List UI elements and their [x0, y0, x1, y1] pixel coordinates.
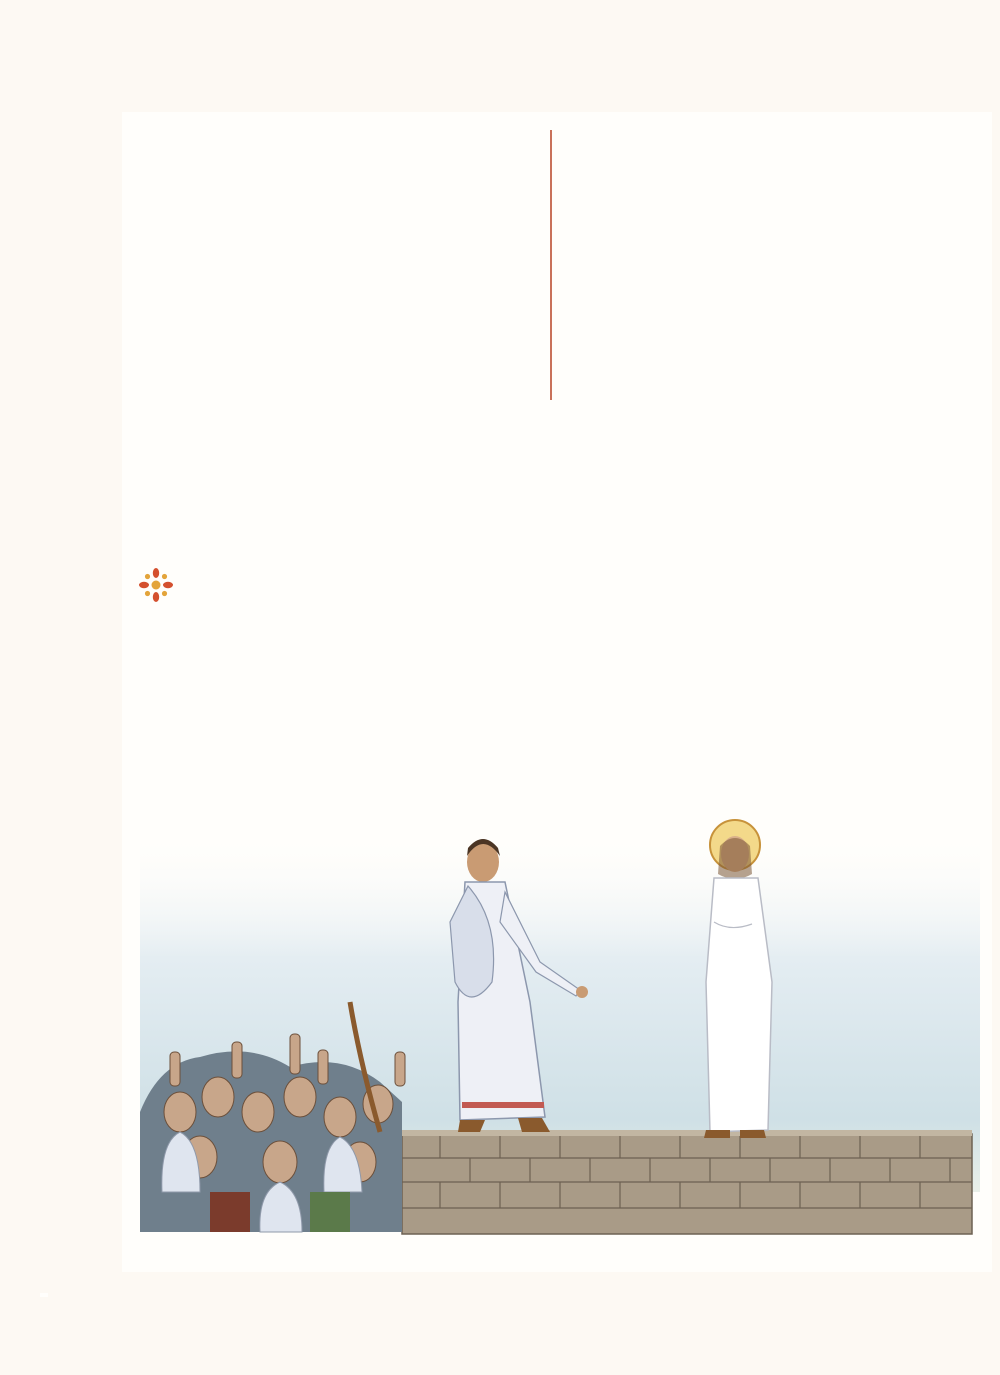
ornament-border-top: [0, 0, 1000, 112]
illustration-pilate-and-crowd: [140, 812, 980, 1242]
stone-wall: [402, 1130, 972, 1234]
page-number: [40, 1293, 48, 1297]
rosette-icon: [138, 567, 174, 607]
ornament-border-left: [0, 112, 122, 1272]
ornament-border-right: [992, 112, 1000, 1272]
column-divider: [550, 130, 552, 400]
ornament-border-bottom: [0, 1272, 1000, 1375]
